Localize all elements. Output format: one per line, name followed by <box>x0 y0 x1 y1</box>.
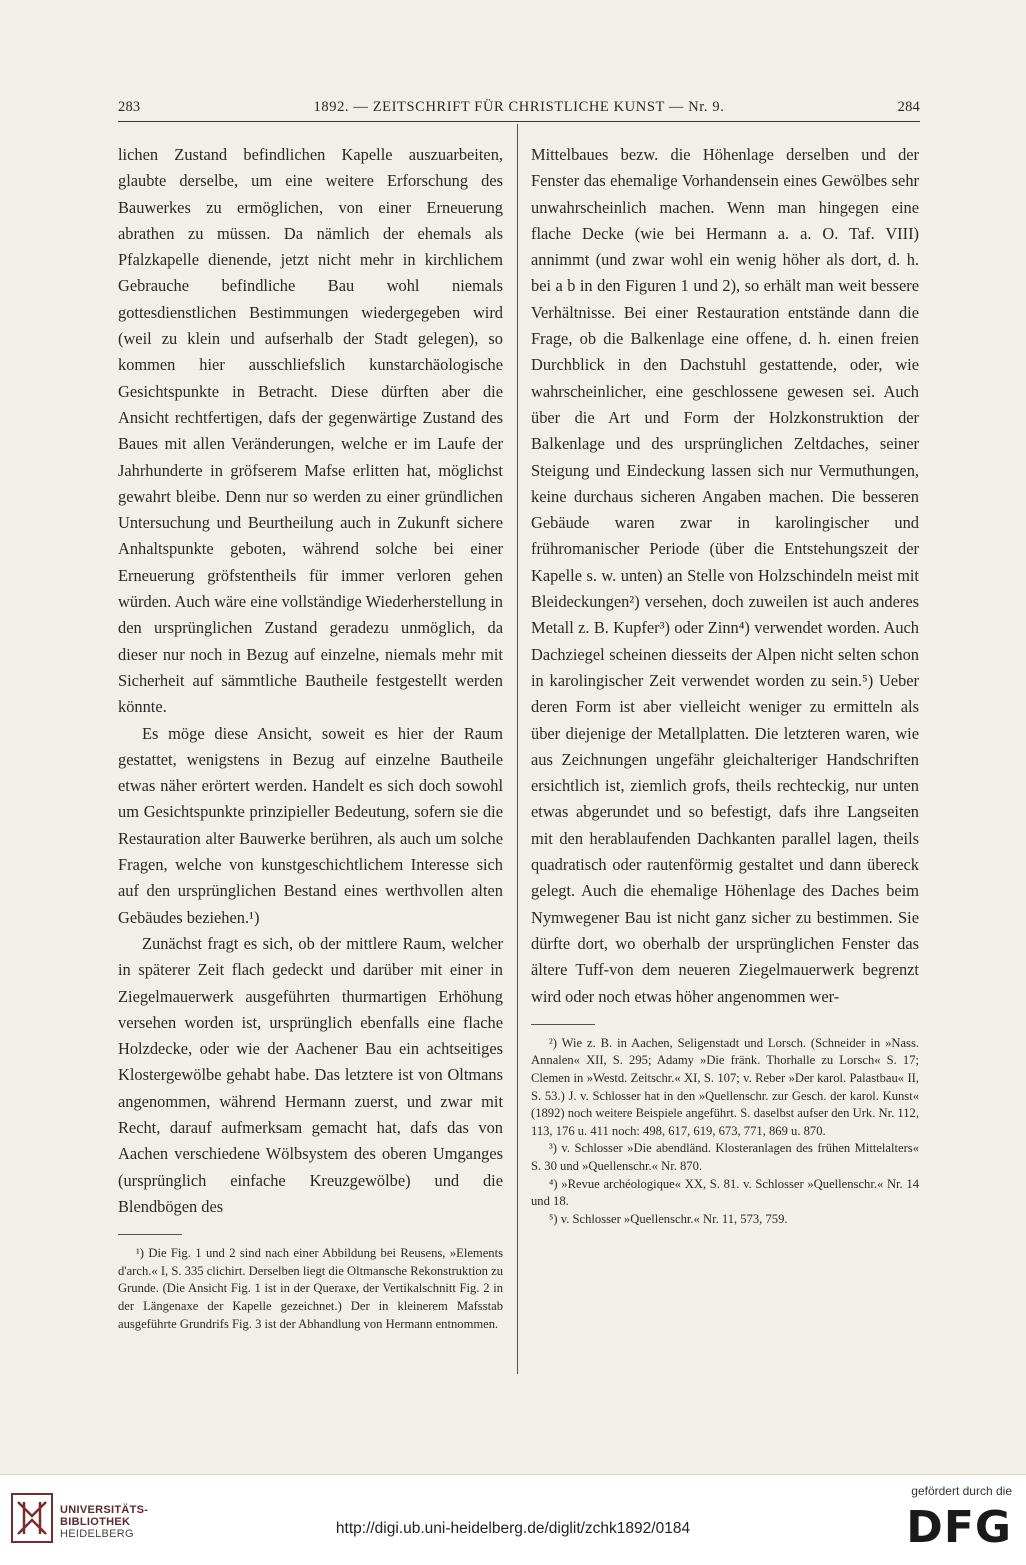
right-body <box>531 142 919 1010</box>
column-divider <box>517 124 518 1374</box>
left-footnotes <box>118 1245 503 1333</box>
right-paragraph-1: Mittelbaues bezw. die Höhenlage derselben und der Fenster das ehemalige Vorhandensein eines Gewölbes sehr unwahrscheinlich machen. Wenn man hingegen eine flache Decke (wie bei Hermann a. a. O. Taf. VIII) annimmt (und zwar wohl ein wenig höher als dort, d. h. bei a b in den Figuren 1 und 2), so erhält man weit bessere Verhältnisse. Bei einer Restauration entstände dann die Frage, ob die Balkenlage eine offene, d. h. einen freien Durchblick in den Dachstuhl gestattende, oder, wie wahrscheinlicher, eine geschlossene gewesen sei. Auch über die Art und Form der Holzkonstruktion der Balkenlage und des ursprünglichen Zeltdaches, seiner Steigung und Eindeckung lassen sich nur Vermuthungen, keine durchaus sicheren Angaben machen. Die besseren Gebäude waren zwar in karolingischer und frühromanischer Periode (über die Entstehungszeit der Kapelle s. w. unten) an Stelle von Holzschindeln meist mit Bleideckungen²) versehen, doch zuweilen ist auch anderes Metall z. B. Kupfer³) oder Zinn⁴) verwendet worden. Auch Dachziegel scheinen diesseits der Alpen nicht selten schon in karolingischer Zeit verwendet worden zu sein.⁵) Ueber deren Form ist aber vielleicht weniger zu ermitteln als über diejenige der Metallplatten. Die letzteren waren, wie aus Zeichnungen ungefähr gleichalteriger Handschriften ersichtlich ist, ziemlich grofs, theils rechteckig, nur unten etwas abgerundet und so befestigt, dafs ihre Langseiten mit den herablaufenden Dachkanten parallel lagen, theils quadratisch oder rautenförmig gestaltet und dann übereck gelegt. Auch die ehemalige Höhenlage des Daches beim Nymwegener Bau ist nicht ganz sicher zu bestimmen. Sie dürfte dort, wo oberhalb der ursprünglichen Fenster das ältere Tuff-von dem neueren Ziegelmauerwerk begrenzt wird oder noch etwas höher angenommen wer- <box>531 145 919 1006</box>
footnote-1: ¹) Die Fig. 1 und 2 sind nach einer Abbildung bei Reusens, »Elements d'arch.« I, S. 335 clichirt. Derselben liegt die Oltmansche Rekonstruktion zu Grunde. (Die Ansicht Fig. 1 ist in der Queraxe, der Vertikalschnitt Fig. 2 in der Längenaxe der Kapelle gezeichnet.) Der in kleinerem Mafsstab ausgeführte Grundrifs Fig. 3 ist der Abhandlung von Hermann entnommen. <box>118 1246 503 1331</box>
dfg-logo: DFG <box>906 1502 1012 1553</box>
funded-by-label: gefördert durch die <box>911 1484 1012 1498</box>
left-column <box>118 142 503 1333</box>
footnote-separator <box>118 1234 182 1235</box>
left-paragraph-2: Es möge diese Ansicht, soweit es hier der Raum gestattet, wenigstens in Bezug auf einzelne Bautheile etwas näher erörtert werden. Handelt es sich doch sowohl um Gesichtspunkte prinzipieller Bedeutung, sofern sie die Restauration alter Bauwerke berühren, als auch um solche Fragen, welche von kunstgeschichtlichem Interesse sich auf den ursprünglichen Bestand eines werthvollen alten Gebäudes beziehen.¹) <box>118 723 503 927</box>
library-line-1: UNIVERSITÄTS- <box>60 1504 149 1516</box>
footnote-separator <box>531 1024 595 1025</box>
library-line-3: HEIDELBERG <box>60 1528 134 1540</box>
left-body <box>118 142 503 1220</box>
journal-title: 1892. — ZEITSCHRIFT FÜR CHRISTLICHE KUNST — Nr. 9. <box>313 99 725 115</box>
digitization-footer <box>0 1474 1026 1565</box>
right-footnotes <box>531 1035 919 1229</box>
footnote-5: ⁵) v. Schlosser »Quellenschr.« Nr. 11, 573, 759. <box>549 1211 788 1226</box>
footer-rule <box>0 1474 1026 1475</box>
page-number-right: 284 <box>897 99 920 115</box>
header-rule <box>118 121 920 122</box>
footnote-3: ³) v. Schlosser »Die abendländ. Klosteranlagen des frühen Mittelalters« S. 30 und »Quellenschr.« Nr. 870. <box>531 1141 919 1173</box>
running-header <box>118 99 920 123</box>
right-column <box>531 142 919 1228</box>
page-number-left: 283 <box>118 99 141 115</box>
footnote-4: ⁴) »Revue archéologique« XX, S. 81. v. Schlosser »Quellenschr.« Nr. 14 und 18. <box>531 1176 919 1209</box>
left-paragraph-3: Zunächst fragt es sich, ob der mittlere Raum, welcher in späterer Zeit flach gedeckt und darüber mit einer in Ziegelmauerwerk ausgeführten thurmartigen Erhöhung versehen worden ist, ursprünglich ebenfalls eine flache Holzdecke, oder wie der Aachener Bau ein achtseitiges Klostergewölbe gehabt habe. Das letztere ist von Oltmans angenommen, während Hermann zuerst, und zwar mit Recht, darauf aufmerksam gemacht hat, dafs das von Aachen verschiedene Wölbsystem des oberen Umganges (ursprünglich einfache Kreuzgewölbe) und die Blendbögen des <box>118 933 503 1216</box>
permalink-url[interactable]: http://digi.ub.uni-heidelberg.de/diglit/zchk1892/0184 <box>335 1520 691 1537</box>
left-paragraph-1: lichen Zustand befindlichen Kapelle auszuarbeiten, glaubte derselbe, um eine weitere Erforschung des Bauwerkes zu ermöglichen, von einer Erneuerung abrathen zu müssen. Da nämlich der ehemals als Pfalzkapelle dienende, jetzt nicht mehr in kirchlichem Gebrauche befindliche Bau wohl niemals gottesdienstlichen Bestimmungen wiedergegeben wird (weil zu klein und aufserhalb der Stadt gelegen), so kommen hier ausschliefslich kunstarchäologische Gesichtspunkte in Betracht. Diese dürften aber die Ansicht rechtfertigen, dafs der gegenwärtige Zustand des Baues mit allen Veränderungen, welche er im Laufe der Jahrhunderte in gröfserem Mafse erlitten hat, möglichst gewahrt bleibe. Denn nur so werden zu einer gründlichen Untersuchung und Beurtheilung auch in Zukunft sichere Anhaltspunkte geboten, während solche bei einer Erneuerung gröfstentheils für immer verloren gehen würden. Auch wäre eine vollständige Wiederherstellung in den ursprünglichen Zustand geradezu unmöglich, da dieser nur noch in Bezug auf einzelne, niemals mehr mit Sicherheit auf sämmtliche Bautheile festgestellt werden könnte. <box>118 145 503 717</box>
library-line-2: BIBLIOTHEK <box>60 1516 131 1528</box>
footnote-2: ²) Wie z. B. in Aachen, Seligenstadt und Lorsch. (Schneider in »Nass. Annalen« XII, S. 295; Adamy »Die fränk. Thorhalle zu Lorsch« S. 17; Clemen in »Westd. Zeitschr.« XI, S. 107; v. Reber »Der karol. Palastbau« II, S. 53.) J. v. Schlosser hat in den »Quellenschr. zur Gesch. der karol. Kunst« (1892) noch weitere Beispiele angeführt. S. daselbst aufser den Urk. Nr. 112, 113, 176 u. 411 noch: 498, 617, 619, 673, 771, 869 u. 870. <box>531 1035 919 1138</box>
